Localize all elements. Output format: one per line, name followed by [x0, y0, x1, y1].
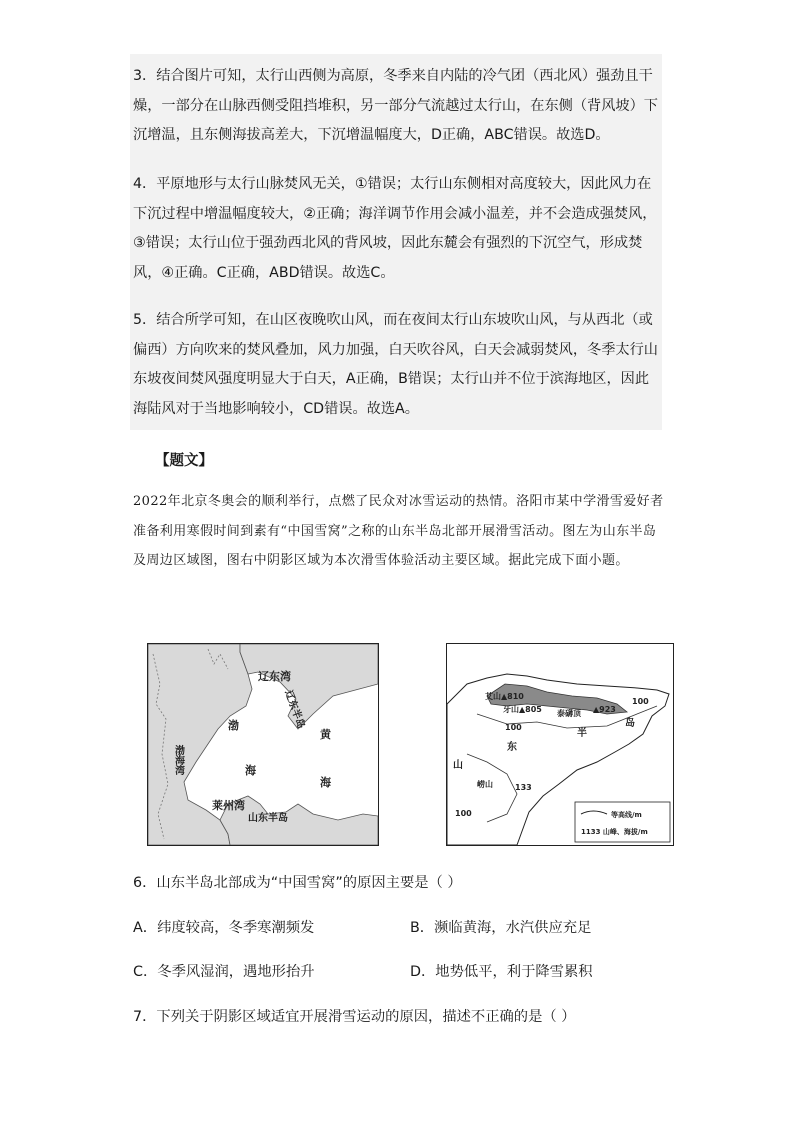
label-huang: 黄: [320, 728, 331, 741]
label-bohai-bay: 渤海湾: [172, 745, 184, 775]
map-right-drawing: [447, 644, 673, 845]
option-b: B．濒临黄海，水汽供应充足: [410, 920, 592, 936]
legend-contour-label: 等高线/m: [611, 811, 642, 819]
map-shandong-peninsula-detail: [446, 643, 674, 846]
label-contour-100-a: 100: [632, 697, 649, 706]
label-liaodong-peninsula: 辽东半岛: [282, 688, 307, 731]
map-shandong-region: [147, 643, 379, 846]
answer-paragraph-5: 5．结合所学可知，在山区夜晚吹山风，而在夜间太行山东坡吹山风，与从西北（或偏西）方向吹来的焚风叠加，风力加强，白天吹谷风，白天会减弱焚风，冬季太行山东坡夜间焚风强度明显大于白天，A正确，B错误；太行山并不位于滨海地区，因此海陆风对于当地影响较小，CD错误。故选A。: [133, 312, 658, 417]
label-dong: 东: [507, 742, 517, 753]
label-contour-100-b: 100: [505, 723, 522, 732]
option-c: C．冬季风湿润，遇地形抬升: [133, 964, 315, 980]
label-laoshan: 崂山: [477, 780, 493, 789]
answer-paragraph-3: 3．结合图片可知，太行山西侧为高原，冬季来自内陆的冷气团（西北风）强劲且干燥，一部分在山脉西侧受阻挡堆积，另一部分气流越过太行山，在东侧（背风坡）下沉增温，且东侧海拔高差大，下沉增温幅度大，D正确，ABC错误。故选D。: [133, 68, 658, 143]
label-aishan: 艾山▲810: [485, 692, 524, 701]
label-peak-923: ▲923: [593, 705, 616, 714]
label-contour-100-c: 100: [455, 809, 472, 818]
section-label: 【题文】: [155, 453, 213, 469]
label-shandong-peninsula: 山东半岛: [248, 813, 288, 824]
label-kunyu: 泰礴顶: [557, 709, 581, 718]
label-laizhou-bay: 莱州湾: [212, 799, 245, 812]
label-hai: 海: [245, 764, 256, 777]
label-dao: 岛: [625, 718, 635, 729]
map-left-drawing: [148, 644, 378, 845]
option-a: A．纬度较高，冬季寒潮频发: [133, 920, 315, 936]
answer-paragraph-4: 4．平原地形与太行山脉焚风无关，①错误；太行山东侧相对高度较大，因此风力在下沉过程中增温幅度较大，②正确；海洋调节作用会减小温差，并不会造成强焚风，③错误；太行山位于强劲西北风的背风坡，因此东麓会有强烈的下沉空气，形成焚风，④正确。C正确，ABD错误。故选C。: [133, 176, 657, 281]
label-shan: 山: [453, 760, 463, 771]
label-bo: 渤: [228, 719, 239, 732]
map-legend: [575, 802, 670, 842]
label-liaodong-bay: 辽东湾: [258, 670, 291, 683]
question-7: 7．下列关于阴影区域适宜开展滑雪运动的原因，描述不正确的是（ ）: [133, 1009, 576, 1025]
label-ban: 半: [577, 728, 587, 739]
land-liaodong: [240, 644, 378, 729]
option-d: D．地势低平，利于降雪累积: [410, 964, 593, 980]
question-6: 6．山东半岛北部成为“中国雪窝”的原因主要是（ ）: [133, 875, 462, 891]
label-hai2: 海: [320, 776, 331, 789]
legend-peak-label: 1133 山峰、海拔/m: [581, 828, 648, 836]
label-yashan: 牙山▲805: [503, 705, 542, 714]
question-stem: 2022年北京冬奥会的顺利举行，点燃了民众对冰雪运动的热情。洛阳市某中学滑雪爱好者准备利用寒假时间到素有“中国雪窝”之称的山东半岛北部开展滑雪活动。图左为山东半岛及周边区域图，图右中阴影区域为本次滑雪体验活动主要区域。据此完成下面小题。: [133, 494, 664, 568]
label-peak-133: 133: [515, 783, 532, 792]
